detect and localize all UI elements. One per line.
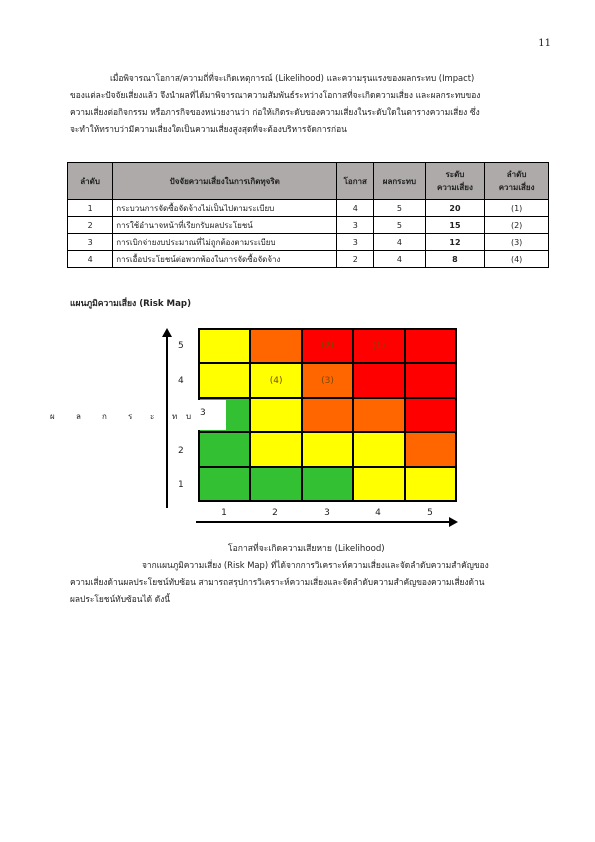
likelihood-axis-line xyxy=(196,521,450,523)
cell-risk-rank: (1) xyxy=(485,200,549,217)
x-tick-label: 1 xyxy=(221,508,227,518)
impact-axis-line xyxy=(166,336,168,508)
risk-map-cell xyxy=(199,363,250,397)
header-risk-rank-line1: ลำดับ xyxy=(506,170,527,179)
cell-factor: การเอื้อประโยชน์ต่อพวกพ้องในการจัดซื้อจัดจ้าง xyxy=(113,251,337,268)
cell-factor: กระบวนการจัดซื้อจัดจ้างไม่เป็นไปตามระเบียบ xyxy=(113,200,337,217)
covered-cell-label: 3 xyxy=(200,408,206,418)
table-row xyxy=(68,217,549,234)
table-row xyxy=(68,234,549,251)
x-tick-label: 3 xyxy=(324,508,330,518)
cell-order: 1 xyxy=(68,200,113,217)
y-tick-label: 5 xyxy=(178,341,184,351)
header-likelihood: โอกาส xyxy=(337,163,374,200)
risk-factor-table xyxy=(67,162,549,268)
table-row xyxy=(68,251,549,268)
risk-map-cell xyxy=(405,329,456,363)
conclusion-line: ผลประโยชน์ทับซ้อนได้ ดังนี้ xyxy=(70,594,171,604)
risk-map-cell xyxy=(405,398,456,432)
risk-map-cell xyxy=(353,467,404,501)
cell-factor: การใช้อำนาจหน้าที่เรียกรับผลประโยชน์ xyxy=(113,217,337,234)
cell-likelihood: 3 xyxy=(337,217,374,234)
header-risk-rank xyxy=(485,163,549,200)
x-axis-title: โอกาสที่จะเกิดความเสียหาย (Likelihood) xyxy=(228,544,385,554)
risk-map-cell xyxy=(199,432,250,466)
conclusion-line: จากแผนภูมิความเสี่ยง (Risk Map) ที่ได้จากการวิเคราะห์ความเสี่ยงและจัดลำดับความสำคัญของ xyxy=(142,560,489,570)
header-order: ลำดับ xyxy=(68,163,113,200)
risk-marker-label: (1) xyxy=(372,341,386,352)
x-tick-label: 5 xyxy=(427,508,433,518)
risk-map-cell xyxy=(302,398,353,432)
intro-paragraph xyxy=(70,70,552,138)
risk-map-cell xyxy=(353,432,404,466)
header-risk-level-line1: ระดับ xyxy=(445,170,465,179)
header-risk-level xyxy=(425,163,485,200)
cell-impact: 4 xyxy=(374,251,425,268)
table-header-row xyxy=(68,163,549,200)
header-risk-rank-line2: ความเสี่ยง xyxy=(498,183,535,192)
risk-map-cell xyxy=(199,467,250,501)
y-axis-title-char: บ xyxy=(186,412,192,421)
intro-line: เมื่อพิจารณาโอกาส/ความถี่ที่จะเกิดเหตุการณ์ (Likelihood) และความรุนแรงของผลกระทบ (Impact) xyxy=(110,73,475,83)
risk-map-cell xyxy=(302,363,353,397)
risk-map-cell xyxy=(250,432,301,466)
risk-map-cell xyxy=(250,467,301,501)
cell-risk-level: 20 xyxy=(425,200,485,217)
intro-line: จะทำให้ทราบว่ามีความเสี่ยงใดเป็นความเสี่ยงสูงสุดที่จะต้องบริหารจัดการก่อน xyxy=(70,124,347,134)
y-axis-title-char: ะ xyxy=(150,412,155,421)
cell-impact: 4 xyxy=(374,234,425,251)
y-tick-label: 2 xyxy=(178,446,184,456)
risk-map-cell xyxy=(250,363,301,397)
cell-order: 3 xyxy=(68,234,113,251)
y-axis-title-char: ล xyxy=(76,412,81,421)
cell-factor: การเบิกจ่ายงบประมาณที่ไม่ถูกต้องตามระเบียบ xyxy=(113,234,337,251)
cell-risk-level: 15 xyxy=(425,217,485,234)
conclusion-line: ความเสี่ยงด้านผลประโยชน์ทับซ้อน สามารถสรุปการวิเคราะห์ความเสี่ยงและจัดลำดับความสำคัญของความเสี่ยงด้าน xyxy=(70,577,485,587)
cell-risk-level: 12 xyxy=(425,234,485,251)
cell-likelihood: 2 xyxy=(337,251,374,268)
risk-marker-label: (4) xyxy=(269,375,283,386)
y-axis-title-char: ร xyxy=(128,412,133,421)
risk-map-cell xyxy=(353,329,404,363)
cell-risk-level: 8 xyxy=(425,251,485,268)
cell-likelihood: 4 xyxy=(337,200,374,217)
risk-marker-label: (3) xyxy=(321,375,334,386)
cell-order: 2 xyxy=(68,217,113,234)
y-axis-title-char: ผ xyxy=(50,412,55,421)
risk-map-cell xyxy=(405,467,456,501)
cell-likelihood: 3 xyxy=(337,234,374,251)
risk-map-cell xyxy=(405,432,456,466)
y-axis-title-char: ท xyxy=(172,412,178,421)
cell-impact: 5 xyxy=(374,217,425,234)
cell-impact: 5 xyxy=(374,200,425,217)
risk-map-cell xyxy=(405,363,456,397)
header-risk-level-line2: ความเสี่ยง xyxy=(437,183,473,192)
intro-line: ความเสี่ยงต่อกิจกรรม หรือภารกิจของหน่วยงานว่า ก่อให้เกิดระดับของความเสี่ยงในระดับใดในตารางความเสี่ยง ซึ่ง xyxy=(70,107,480,117)
risk-map-cell xyxy=(199,329,250,363)
cell-risk-rank: (4) xyxy=(485,251,549,268)
arrow-right-icon xyxy=(449,517,458,527)
conclusion-paragraph xyxy=(70,557,552,608)
risk-map-cell xyxy=(302,432,353,466)
header-impact: ผลกระทบ xyxy=(374,163,425,200)
risk-map-cell xyxy=(302,467,353,501)
risk-map-cell xyxy=(250,398,301,432)
cell-risk-rank: (2) xyxy=(485,217,549,234)
cell-order: 4 xyxy=(68,251,113,268)
cell-risk-rank: (3) xyxy=(485,234,549,251)
risk-map-cell xyxy=(302,329,353,363)
y-axis-title-char: ก xyxy=(102,412,107,421)
risk-map-cell xyxy=(353,363,404,397)
y-tick-label: 1 xyxy=(178,480,184,490)
header-factor: ปัจจัยความเสี่ยงในการเกิดทุจริต xyxy=(113,163,337,200)
risk-map-grid xyxy=(198,328,457,502)
risk-marker-label: (2) xyxy=(321,341,334,352)
y-tick-label: 4 xyxy=(178,376,184,386)
table-row xyxy=(68,200,549,217)
risk-map-title: แผนภูมิความเสี่ยง (Risk Map) xyxy=(70,299,191,309)
x-tick-label: 2 xyxy=(272,508,278,518)
x-tick-label: 4 xyxy=(375,508,381,518)
risk-map-cell xyxy=(250,329,301,363)
arrow-up-icon xyxy=(162,328,172,337)
page-number: 11 xyxy=(538,38,551,49)
risk-map-cell xyxy=(353,398,404,432)
intro-line: ของแต่ละปัจจัยเสี่ยงแล้ว จึงนำผลที่ได้มาพิจารณาความสัมพันธ์ระหว่างโอกาสที่จะเกิดความเสี่ยง และผลกระทบของ xyxy=(70,90,481,100)
